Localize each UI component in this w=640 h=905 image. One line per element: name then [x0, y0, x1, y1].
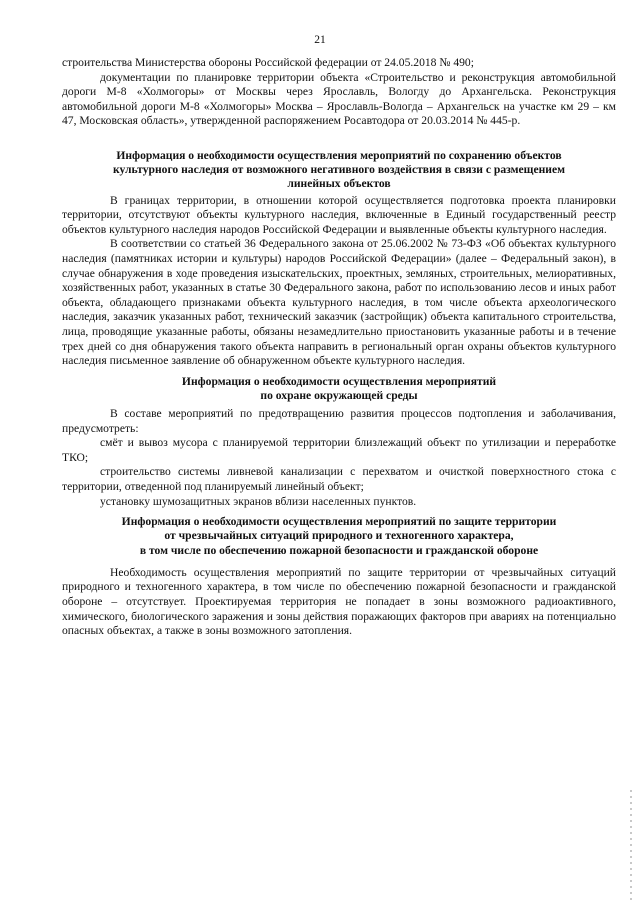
- environment-item: строительство системы ливневой канализации с перехватом и очисткой поверхностного стока с территории, отведенной под планируемый линейный объект;: [62, 465, 616, 494]
- intro-paragraph: документации по планировке территории объекта «Строительство и реконструкция автомобильной дороги М-8 «Холмогоры» от Москвы через Ярославль, Вологду до Архангельска. Реконструкция автомобильной дороги М-8 «Холмогоры» Москва – Ярославль-Вологда – Архангельск на участке км 29 – км 47, Московская область», утвержденной распоряжением Росавтодора от 20.03.2014 № 445-р.: [62, 70, 616, 128]
- scan-edge-marks: [630, 790, 632, 900]
- heading-line: в том числе по обеспечению пожарной безопасности и гражданской обороне: [139, 543, 539, 557]
- document-body: [62, 56, 616, 639]
- section-heading-cultural-heritage: [62, 149, 616, 192]
- heading-line: Информация о необходимости осуществления мероприятий по защите территории: [121, 515, 557, 529]
- page-number: 21: [314, 34, 326, 46]
- environment-item: смёт и вывоз мусора с планируемой территории близлежащий объект по утилизации и переработке ТКО;: [62, 436, 616, 464]
- intro-line: строительства Министерства обороны Российской федерации от 24.05.2018 № 490;: [62, 56, 474, 69]
- cultural-heritage-paragraph-2: В соответствии со статьей 36 Федерального закона от 25.06.2002 № 73-ФЗ «Об объектах культурного наследия (памятниках истории и культуры) народов Российской Федерации» (далее – Федеральный закон), в случае обнаружения в ходе проведения изыскательских, проектных, земляных, строительных, мелиоративных, хозяйственных работ, указанных в статье 30 Федерального закона, работ по использованию лесов и иных работ объекта, обладающего признаками объекта культурного наследия, в том числе объекта археологического наследия, заказчик указанных работ, технический заказчик (застройщик) объекта капитального строительства, лица, проводящие указанные работы, обязаны незамедлительно приостановить указанные работы и в течение трех дней со дня обнаружения такого объекта направить в региональный орган охраны объектов культурного наследия письменное заявление об обнаруженном объекте культурного наследия.: [62, 237, 616, 368]
- heading-line: Информация о необходимости осуществления мероприятий: [181, 374, 497, 388]
- heading-line: по охране окружающей среды: [260, 388, 418, 402]
- section-heading-emergency: [62, 515, 616, 558]
- emergency-paragraph: Необходимость осуществления мероприятий по защите территории от чрезвычайных ситуаций природного и техногенного характера, в том числе по обеспечению пожарной безопасности и гражданской обороне – отсутствует. Проектируемая территория не попадает в зоны возможного радиоактивного, химического, биологического заражения и зоны действия поражающих факторов при авариях на потенциально опасных объектах, а также в зоны возможного затопления.: [62, 565, 616, 638]
- heading-line: линейных объектов: [287, 177, 391, 191]
- environment-item: установку шумозащитных экранов вблизи населенных пунктов.: [100, 494, 417, 508]
- cultural-heritage-paragraph-1: В границах территории, в отношении которой осуществляется подготовка проекта планировки территории, отсутствуют объекты культурного наследия, включенные в Единый государственный реестр объектов культурного наследия народов Российской Федерации и выявленные объекты культурного наследия.: [62, 193, 616, 236]
- environment-paragraph: В составе мероприятий по предотвращению развития процессов подтопления и заболачивания, предусмотреть:: [62, 407, 616, 435]
- section-heading-environment: [62, 375, 616, 403]
- heading-line: культурного наследия от возможного негативного воздействия в связи с размещением: [112, 163, 566, 177]
- heading-line: от чрезвычайных ситуаций природного и техногенного характера,: [164, 529, 514, 543]
- heading-line: Информация о необходимости осуществления мероприятий по сохранению объектов: [116, 148, 562, 162]
